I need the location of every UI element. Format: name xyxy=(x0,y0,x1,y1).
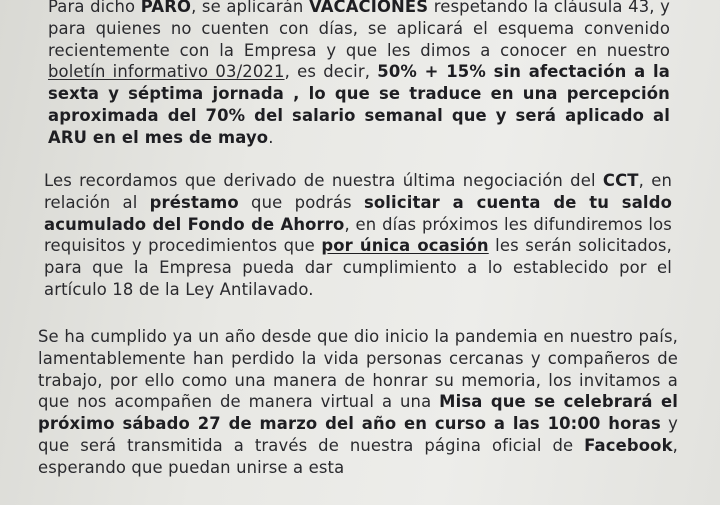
text-segment: Facebook xyxy=(584,435,673,455)
text-segment: Les recordamos que derivado de nuestra última negociación del xyxy=(44,171,603,190)
text-segment: PARO xyxy=(140,0,192,16)
text-segment: por única ocasión xyxy=(321,236,489,256)
text-segment: . xyxy=(268,127,274,147)
text-segment: y que será transmitida a través de nuestra página oficial de xyxy=(38,414,678,455)
text-segment: les serán solicitados, para que la Empresa pueda dar cumplimiento a lo establecido por el artículo 18 de la Ley Antilavado. xyxy=(44,236,672,299)
paragraph-misa-pandemia xyxy=(38,326,678,479)
text-segment: , en días próximos les difundiremos los requisitos y procedimientos que xyxy=(44,214,672,256)
text-segment: préstamo xyxy=(149,192,239,212)
text-segment: solicitar a cuenta de tu saldo acumulado del Fondo de Ahorro xyxy=(44,192,672,234)
text-segment: , es decir, xyxy=(284,62,378,82)
text-segment: 50% + 15% sin afectación a la sexta y séptima jornada , lo que se traduce en una percepción aproximada del 70% del salario semanal que y será aplicado al ARU en el mes de mayo xyxy=(48,62,670,147)
text-segment: Misa que se celebrará el próximo sábado 27 de marzo del año en curso a las 10:00 horas xyxy=(38,392,678,434)
text-segment: , esperando que puedan unirse a esta xyxy=(38,435,678,477)
text-segment: , en relación al xyxy=(44,171,672,212)
text-segment: VACACIONES xyxy=(308,0,429,16)
text-segment: Para dicho xyxy=(48,0,141,16)
text-segment: CCT xyxy=(602,171,639,190)
paragraph-prestamo-fondo-ahorro xyxy=(44,170,672,301)
text-segment: que podrás xyxy=(238,192,364,212)
text-segment: Se ha cumplido ya un año desde que dio inicio la pandemia en nuestro país, lamentablemente han perdido la vida personas cercanas y compañeros de trabajo, por ello como una manera de honrar su memoria, los invitamos a que nos acompañen de manera virtual a una xyxy=(38,327,678,412)
paragraph-paro-vacaciones xyxy=(48,0,670,149)
text-segment: boletín informativo 03/2021 xyxy=(48,62,285,82)
text-segment: respetando la cláusula 43, y para quienes no cuenten con días, se aplicará el esquema convenido recientemente con la Empresa y que les dimos a conocer en nuestro xyxy=(48,0,670,60)
text-segment: , se aplicarán xyxy=(191,0,309,16)
